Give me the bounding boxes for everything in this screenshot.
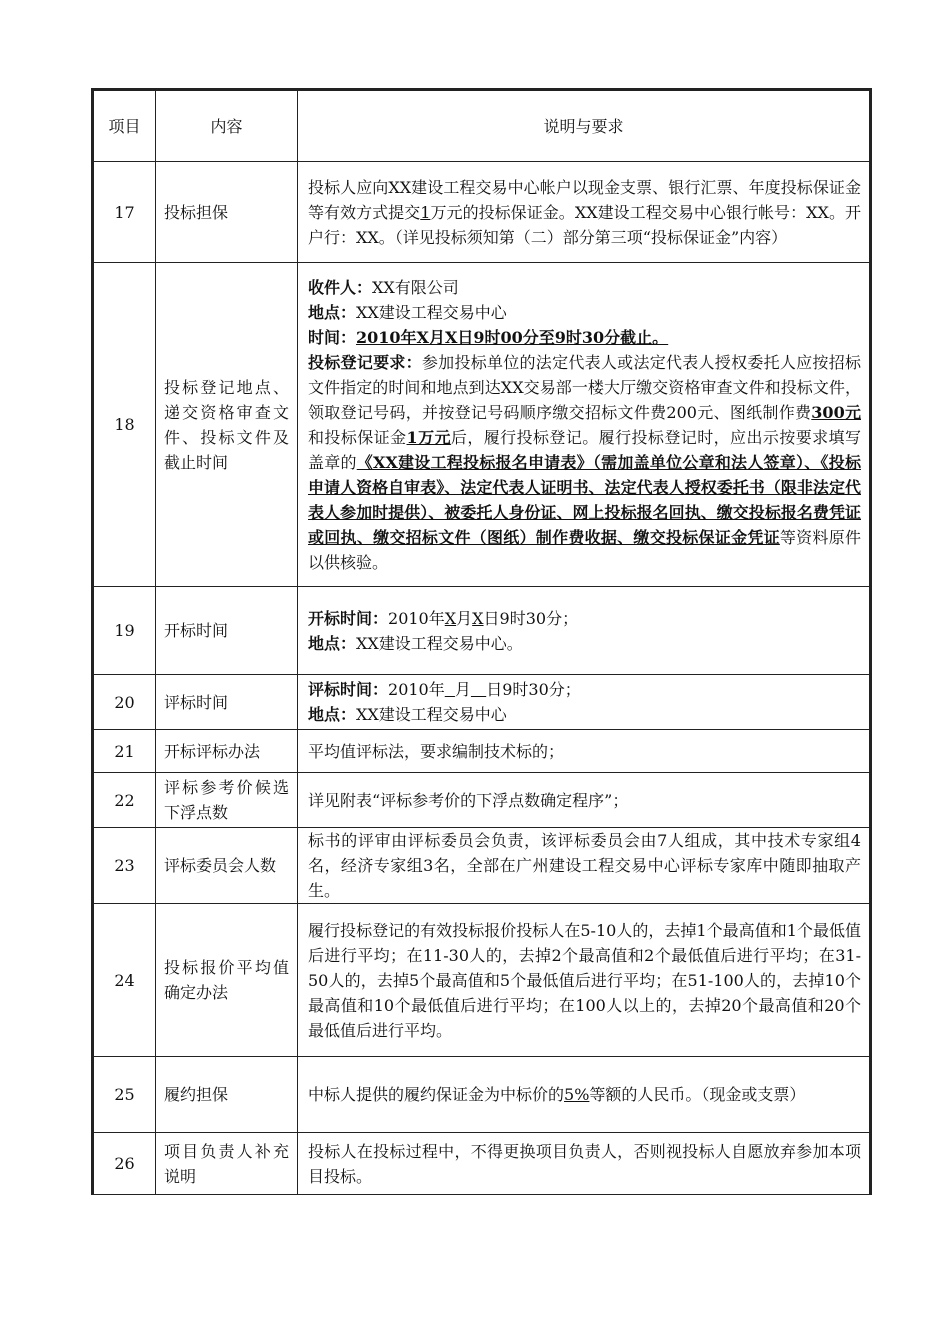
row-item: 项目负责人补充说明 (156, 1133, 298, 1195)
table-row (93, 1057, 871, 1133)
row-description: 详见附表“评标参考价的下浮点数确定程序”； (298, 773, 871, 828)
row-number: 20 (93, 675, 156, 730)
row-item: 评标参考价候选下浮点数 (156, 773, 298, 828)
row-description: 履行投标登记的有效投标报价投标人在5-10人的，去掉1个最高值和1个最低值后进行平均；在11-30人的，去掉2个最高值和2个最低值后进行平均；在31-50人的，去掉5个最高值和5个最低值后进行平均；在51-100人的，去掉10个最高值和10个最低值后进行平均；在100人以上的，去掉20个最高值和20个最低值后进行平均。 (298, 904, 871, 1057)
row-description: 开标时间：2010年X月X日9时30分； 地点：XX建设工程交易中心。 (298, 587, 871, 675)
row-description: 收件人：XX有限公司 地点：XX建设工程交易中心 时间：2010年X月X日9时00分至9时30分截止。 投标登记要求：参加投标单位的法定代表人或法定代表人授权委托人应按招标文件指定的时间和地点到达XX交易部一楼大厅缴交资格审查文件和投标文件，领取登记号码，并按登记号码顺序缴交招标文件费200元、图纸制作费300元和投标保证金1万元后，履行投标登记。履行投标登记时，应出示按要求填写盖章的《XX建设工程投标报名申请表》（需加盖单位公章和法人签章）、《投标申请人资格自审表》、法定代表人证明书、法定代表人授权委托书（限非法定代表人参加时提供）、被委托人身份证、网上投标报名回执、缴交投标报名费凭证或回执、缴交招标文件（图纸）制作费收据、缴交投标保证金凭证等资料原件以供核验。 (298, 263, 871, 587)
header-content: 内容 (156, 90, 298, 162)
table-row (93, 1133, 871, 1195)
table-row (93, 675, 871, 730)
row-description: 投标人在投标过程中，不得更换项目负责人，否则视投标人自愿放弃参加本项目投标。 (298, 1133, 871, 1195)
table-row (93, 773, 871, 828)
row-number: 21 (93, 730, 156, 773)
row-item: 评标委员会人数 (156, 828, 298, 904)
row-description: 投标人应向XX建设工程交易中心帐户以现金支票、银行汇票、年度投标保证金等有效方式提交1万元的投标保证金。XX建设工程交易中心银行帐号：XX。开户行：XX。（详见投标须知第（二）部分第三项“投标保证金”内容） (298, 162, 871, 263)
row-description: 平均值评标法，要求编制技术标的； (298, 730, 871, 773)
row-number: 25 (93, 1057, 156, 1133)
table-header-row (93, 90, 871, 162)
tender-requirements-table (91, 88, 872, 1195)
row-item: 投标登记地点、递交资格审查文件、投标文件及截止时间 (156, 263, 298, 587)
row-number: 19 (93, 587, 156, 675)
row-number: 22 (93, 773, 156, 828)
table-row (93, 587, 871, 675)
row-number: 23 (93, 828, 156, 904)
row-item: 投标担保 (156, 162, 298, 263)
table-row (93, 828, 871, 904)
row-number: 26 (93, 1133, 156, 1195)
table-row (93, 263, 871, 587)
row-description: 标书的评审由评标委员会负责，该评标委员会由7人组成，其中技术专家组4名，经济专家组3名，全部在广州建设工程交易中心评标专家库中随即抽取产生。 (298, 828, 871, 904)
row-item: 履约担保 (156, 1057, 298, 1133)
header-item-no: 项目 (93, 90, 156, 162)
row-description: 中标人提供的履约保证金为中标价的5%等额的人民币。（现金或支票） (298, 1057, 871, 1133)
row-number: 18 (93, 263, 156, 587)
row-item: 开标评标办法 (156, 730, 298, 773)
row-item: 评标时间 (156, 675, 298, 730)
table-row (93, 730, 871, 773)
row-number: 17 (93, 162, 156, 263)
row-item: 投标报价平均值确定办法 (156, 904, 298, 1057)
table-row (93, 904, 871, 1057)
row-number: 24 (93, 904, 156, 1057)
header-description: 说明与要求 (298, 90, 871, 162)
row-item: 开标时间 (156, 587, 298, 675)
table-row (93, 162, 871, 263)
row-description: 评标时间：2010年 月 日9时30分； 地点：XX建设工程交易中心 (298, 675, 871, 730)
